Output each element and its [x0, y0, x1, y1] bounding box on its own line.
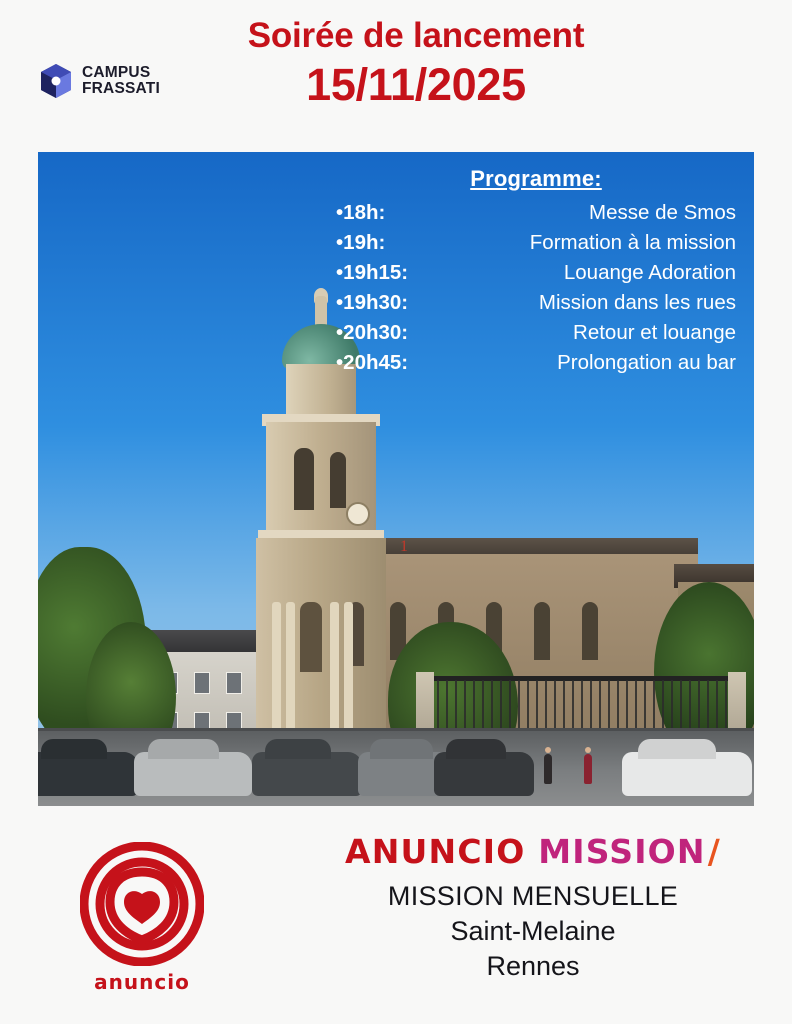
- programme-title: Programme:: [470, 166, 602, 191]
- programme-row: [336, 258, 736, 288]
- programme-label: Mission dans les rues: [538, 290, 736, 314]
- tower-window: [330, 452, 346, 508]
- programme-row: [336, 198, 736, 228]
- campus-label-line2: FRASSATI: [82, 80, 160, 97]
- church-photo: [38, 152, 754, 806]
- footer-line-3: Rennes: [486, 951, 580, 981]
- programme-label: Louange Adoration: [563, 260, 736, 284]
- brand-title: [300, 832, 766, 871]
- programme-time: •20h45:: [336, 350, 409, 374]
- brand-anuncio: ANUNCIO: [344, 832, 526, 871]
- photo-marker: 1: [400, 538, 408, 555]
- title-line-1: Soirée de lancement: [247, 16, 585, 55]
- programme-time: •19h:: [336, 230, 386, 254]
- parked-car: [38, 752, 138, 796]
- footer-line-1: MISSION MENSUELLE: [387, 881, 679, 911]
- programme-time: •19h30:: [336, 290, 409, 314]
- programme-row: [336, 228, 736, 258]
- nave-window: [582, 602, 598, 660]
- poster-header: [0, 0, 792, 148]
- tower-clock: [346, 502, 370, 526]
- footer-text-block: [300, 832, 766, 982]
- parked-car: [434, 752, 534, 796]
- programme-label: Prolongation au bar: [557, 350, 736, 374]
- building-window: [226, 672, 242, 694]
- programme-label: Formation à la mission: [529, 230, 736, 254]
- parked-car: [252, 752, 362, 796]
- brand-mission: MISSION: [538, 832, 706, 871]
- footer-line-2: Saint-Melaine: [450, 916, 616, 946]
- tower-window: [294, 448, 314, 510]
- page-title: [0, 16, 792, 111]
- programme-time: •18h:: [336, 201, 386, 224]
- programme-label: Retour et louange: [573, 320, 736, 344]
- anuncio-logo: [62, 842, 222, 1004]
- programme-row: [336, 348, 736, 378]
- programme-row: [336, 318, 736, 348]
- building-window: [194, 672, 210, 694]
- anuncio-wordmark: anuncio: [94, 970, 190, 994]
- programme-row: [336, 288, 736, 318]
- pedestrian: [544, 754, 552, 784]
- nave-window: [534, 602, 550, 660]
- parked-car: [134, 752, 252, 796]
- anuncio-rings-icon: [80, 842, 204, 966]
- programme-label: Messe de Smos: [589, 201, 736, 224]
- poster-footer: [0, 812, 792, 1024]
- tower-window: [300, 602, 322, 672]
- programme-block: [336, 166, 736, 378]
- title-line-2: 15/11/2025: [306, 59, 526, 111]
- campus-label-line1: CAMPUS: [82, 63, 151, 81]
- programme-time: •20h30:: [336, 320, 409, 344]
- parked-car: [622, 752, 752, 796]
- tower-mid-section: [266, 422, 376, 547]
- programme-time: •19h15:: [336, 260, 409, 284]
- brand-slash: /: [707, 832, 722, 871]
- pedestrian: [584, 754, 592, 784]
